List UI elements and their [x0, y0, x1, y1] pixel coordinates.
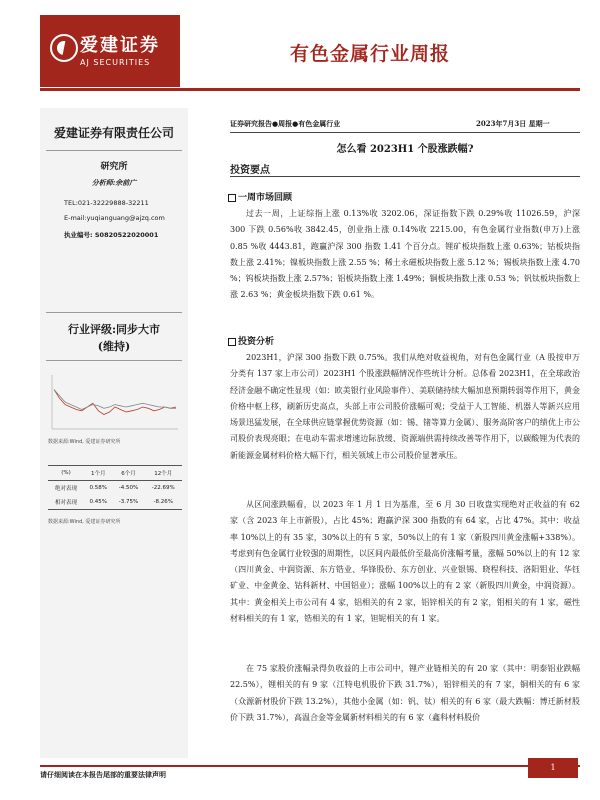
analysis-paragraph: 从区间涨跌幅看，以 2023 年 1 月 1 日为基准，至 6 月 30 日收盘实现绝对正收益的有 62 家（含 2023 年上市新股），占比 45%；跑赢沪深 300 指数的有 64 家，占比 47%。其中：收益率 10%以上的有 35 家，30%以上的有 5 家，50%以上的有 1 家（新股四川黄金涨幅+338%）。考虑到有色金属行业较强的周期性，以区间内最低价至最高价涨幅考量，涨幅 50%以上的有 12 家（四川黄金、中润资源、东方锆业、华锋股份、东方创业、兴业银锡、晓程科技、洛阳钼业、华钰矿业、中金黄金、钴科新材、中国铝业）；涨幅 100%以上的有 2 家（新股四川黄金，中润资源）。其中：黄金相关上市公司有 4 家，铝相关的有 2 家，铝锌相关的有 2 家，钼相关的有 1 家，磁性材料相关的有 1 家，锆相关的有 1 家，钽铌相关的有 1 家。: [230, 500, 580, 624]
points-title: 投资要点: [230, 165, 270, 176]
chart-series-line: [54, 390, 176, 415]
analysis-paragraph: 在 75 家股价涨幅录得负收益的上市公司中，锂产业链相关的有 20 家（其中：明泰铝业跌幅 22.5%），锂相关的有 9 家（江特电机股价下跌 31.7%），铝锌相关的有 7 家，铜相关的有 6 家（众源新材股价下跌 13.2%），其他小金属（如：钒、钛）相关的有 6 家（最大跌幅：博迁新材股价下跌 31.7%），高温合金等金属新材料相关的有 6 家（鑫科材料股价: [230, 664, 580, 722]
section-title: 一周市场回顾: [238, 193, 293, 203]
analysis-paragraph: 2023H1，沪深 300 指数下跌 0.75%。我们从绝对收益视角，对有色金属行业（A 股按申万分类有 137 家上市公司）2023H1 个股涨跌幅情况作些统计分析。总体看 2023H1，在全球政治经济金融不确定性显现（如：欧美银行业风险事件）、美联储持续大幅加息预期转弱等作用下，黄金价格中枢上移，刷新历史高点，头部上市公司股价涨幅可观；受益于人工智能、机器人等新兴应用场景迅猛发展，在全球供应链掌握优势资源（如：锡、锗等算力金属）、服务高阶客户的绩优上市公司股价表现亮眼；在电动车需求增速边际放缓、资源端供需持续改善等作用下，以碳酸锂为代表的新能源金属材料价格大幅下行，相关领域上市公司股价显著承压。: [230, 353, 580, 460]
table-cell: 0.45%: [84, 495, 113, 510]
header-divider: [40, 88, 580, 91]
department: 研究所: [100, 162, 128, 172]
section-heading: [228, 190, 292, 203]
logo-name: 爱建证券: [80, 35, 160, 56]
legal-notice: 请仔细阅读在本报告尾部的重要法律声明: [40, 771, 166, 779]
report-header: [40, 15, 580, 87]
table-header: 12个月: [144, 466, 182, 481]
footer-divider: [40, 765, 580, 767]
logo-subtitle: AJ SECURITIES: [80, 58, 151, 67]
table-cell: 0.58%: [89, 485, 108, 491]
table-cell: -22.69%: [151, 485, 175, 491]
points-divider: [230, 176, 580, 177]
analyst-email: E-mail:yuqianguang@ajzq.com: [64, 214, 165, 222]
table-cell: 绝对表现: [54, 486, 77, 492]
section-heading: [228, 334, 274, 347]
report-title: 有色金属行业周报: [290, 43, 451, 65]
section-title: 投资分析: [238, 337, 275, 347]
table-header: 6个月: [113, 466, 145, 481]
page-number: 1: [528, 758, 578, 778]
analyst-tel: TEL:021-32229888-32211: [64, 199, 149, 207]
table-cell: 相对表现: [48, 495, 84, 510]
analyst-name: 分析师:余前广: [91, 178, 137, 187]
table-header: 1个月: [84, 466, 113, 481]
report-headline: 怎么看 2023H1 个股涨跌幅?: [336, 144, 474, 155]
checkbox-icon: [228, 194, 236, 202]
market-review-paragraph: 过去一周，上证综指上涨 0.13%收 3202.06，深证指数下跌 0.29%收 11026.59，沪深 300 下跌 0.56%收 3842.45，创业指上涨 0.14%收 2215.00，有色金属行业指数(申万)上涨 0.85 %收 4443.81，跑赢沪深 300 指数 1.41 个百分点。锂矿板块指数上涨 0.63%；钴板块指数上涨 2.41%；镍板块指数上涨 2.55 %；稀土永磁板块指数上涨 5.12 %；锡板块指数上涨 4.70 %；钨板块指数上涨 2.57%；铝板块指数上涨 1.49%；铜板块指数上涨 0.53 %；钒钛板块指数上涨 2.63 %；黄金板块指数下跌 0.61 %。: [230, 209, 581, 300]
logo-mark-icon: [50, 34, 78, 62]
report-meta: 证券研究报告●周报●有色金属行业: [230, 119, 341, 128]
chart-source-note: 数据来源:Wind, 爱建证券研究所: [48, 439, 121, 445]
rating-value: 行业评级:同步大市: [67, 323, 161, 336]
table-row: [48, 481, 182, 496]
company-name: 爱建证券有限责任公司: [53, 126, 174, 140]
meta-divider: [230, 132, 580, 133]
table-row: [48, 495, 182, 510]
license-number: 执业编号: S0820522020001: [64, 231, 159, 239]
table-cell: -4.50%: [118, 485, 139, 491]
performance-table: [48, 465, 182, 510]
chart-series-line: [54, 390, 176, 410]
sidebar-divider: [46, 360, 182, 361]
report-date: 2023年7月3日 星期一: [476, 119, 550, 128]
index-trend-chart: [48, 371, 182, 433]
table-source-note: 数据来源:Wind, 爱建证券研究所: [48, 519, 121, 525]
table-cell: -8.26%: [144, 495, 182, 510]
company-logo: [40, 15, 180, 87]
table-cell: -3.75%: [113, 495, 145, 510]
sidebar: [40, 108, 188, 758]
industry-rating: [40, 321, 188, 355]
sidebar-divider: [46, 150, 182, 151]
checkbox-icon: [228, 338, 236, 346]
rating-status: (维持): [97, 340, 131, 353]
sidebar-divider: [46, 312, 182, 313]
table-header: (%): [48, 466, 84, 481]
